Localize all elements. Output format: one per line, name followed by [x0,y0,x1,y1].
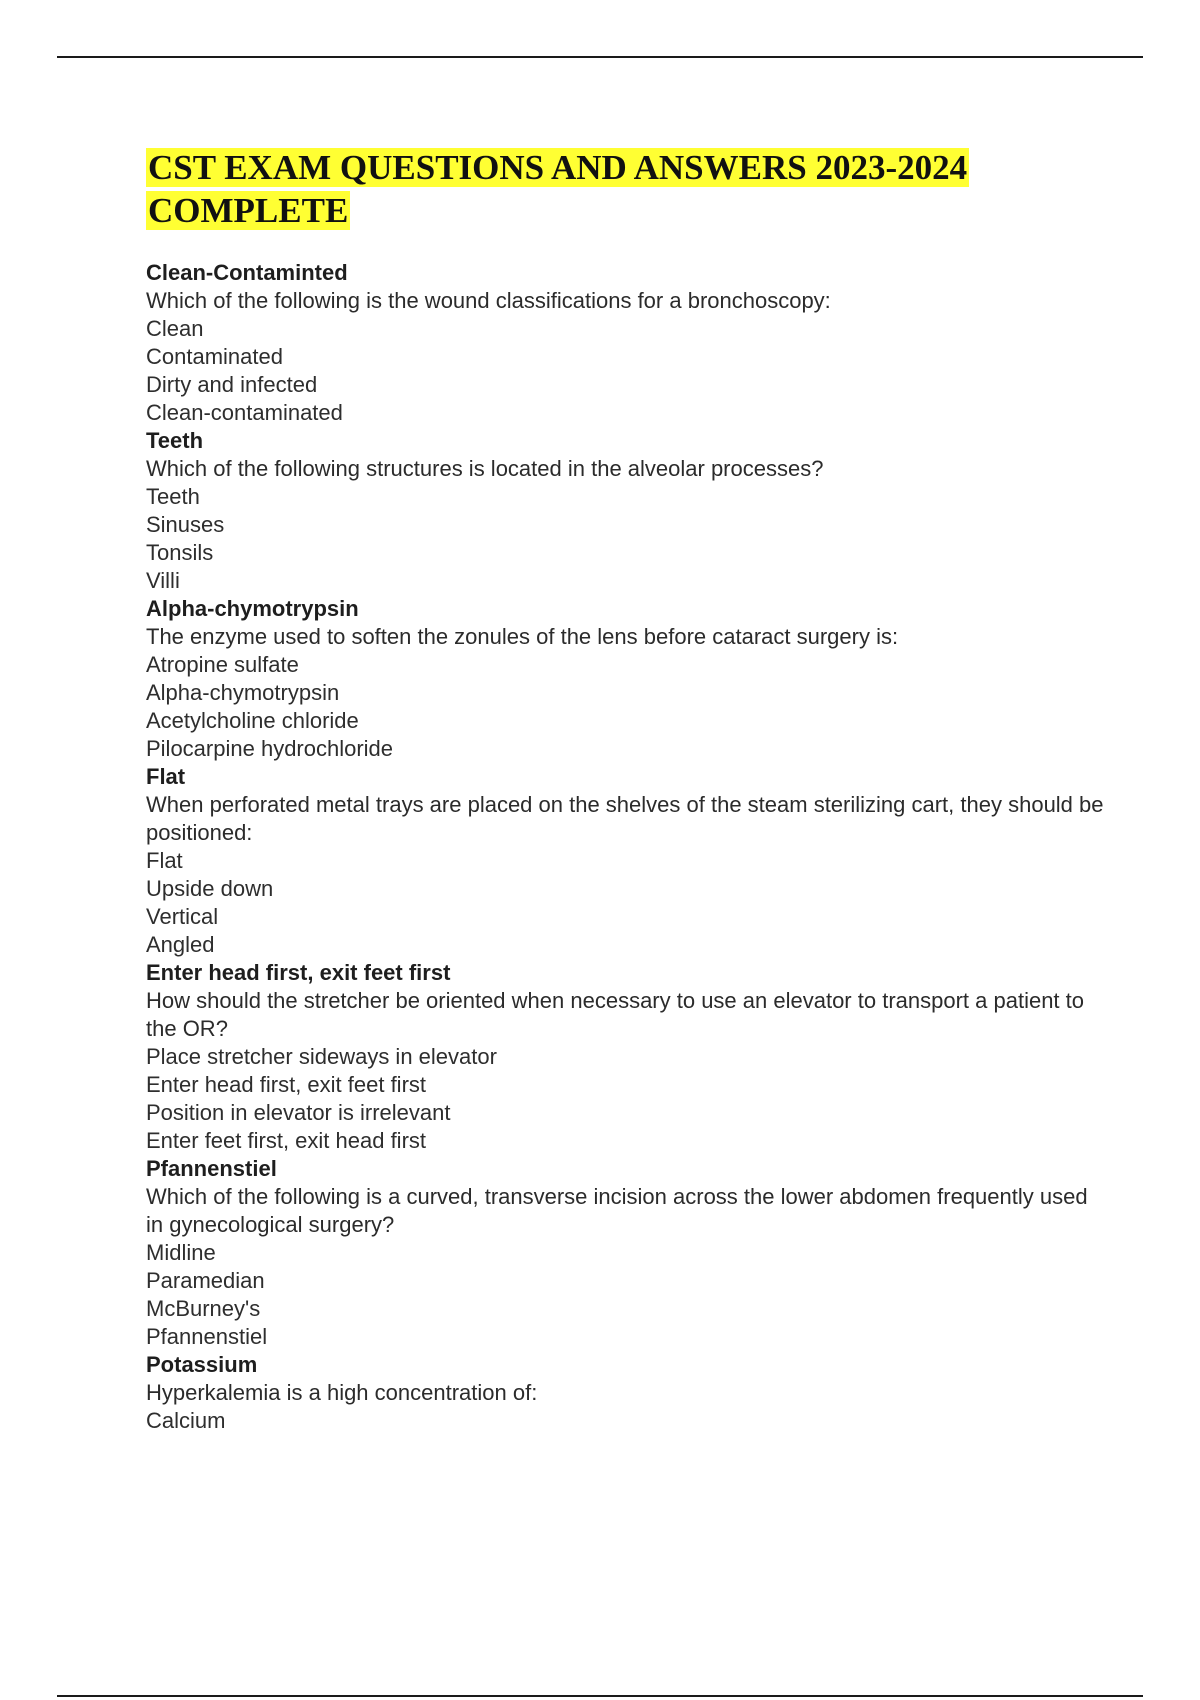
option-text: Sinuses [146,512,225,537]
top-rule [57,56,1143,58]
answer-text: Pfannenstiel [146,1156,277,1181]
option-text: Pilocarpine hydrochloride [146,736,394,761]
question-text: Which of the following is a curved, transverse incision across the lower abdomen frequently used in gynecological surgery? [146,1184,1088,1237]
qa-item-6 [146,1155,1106,1351]
option-text: Midline [146,1240,216,1265]
option-text: Acetylcholine chloride [146,708,359,733]
question-text: Hyperkalemia is a high concentration of: [146,1380,538,1405]
option-text: McBurney's [146,1296,261,1321]
option-text: Position in elevator is irrelevant [146,1100,451,1125]
title-line-1: CST EXAM QUESTIONS AND ANSWERS 2023-2024 [148,148,968,187]
answer-text: Enter head first, exit feet first [146,960,451,985]
option-text: Calcium [146,1408,226,1433]
option-text: Tonsils [146,540,214,565]
qa-item-4 [146,763,1106,959]
question-text: When perforated metal trays are placed on the shelves of the steam sterilizing cart, they should be positioned: [146,792,1104,845]
option-text: Vertical [146,904,219,929]
option-text: Clean [146,316,204,341]
qa-item-1 [146,259,1106,427]
qa-item-5 [146,959,1106,1155]
answer-text: Teeth [146,428,204,453]
option-text: Flat [146,848,183,873]
option-text: Place stretcher sideways in elevator [146,1044,497,1069]
option-text: Upside down [146,876,274,901]
option-text: Atropine sulfate [146,652,299,677]
answer-text: Clean-Contaminted [146,260,348,285]
answer-text: Potassium [146,1352,258,1377]
answer-text: Alpha-chymotrypsin [146,596,359,621]
question-text: How should the stretcher be oriented when necessary to use an elevator to transport a patient to the OR? [146,988,1084,1041]
qa-item-3 [146,595,1106,763]
answer-text: Flat [146,764,186,789]
option-text: Paramedian [146,1268,265,1293]
option-text: Clean-contaminated [146,400,343,425]
option-text: Teeth [146,484,200,509]
question-text: Which of the following structures is located in the alveolar processes? [146,456,824,481]
title-line-2: COMPLETE [148,191,349,230]
option-text: Enter head first, exit feet first [146,1072,427,1097]
option-text: Villi [146,568,180,593]
qa-list [146,259,1106,1435]
option-text: Alpha-chymotrypsin [146,680,340,705]
qa-item-2 [146,427,1106,595]
option-text: Angled [146,932,215,957]
option-text: Contaminated [146,344,283,369]
bottom-rule [57,1695,1143,1697]
document-title [146,146,1046,232]
qa-item-7 [146,1351,1106,1435]
option-text: Enter feet first, exit head first [146,1128,427,1153]
question-text: Which of the following is the wound classifications for a bronchoscopy: [146,288,831,313]
option-text: Pfannenstiel [146,1324,268,1349]
question-text: The enzyme used to soften the zonules of the lens before cataract surgery is: [146,624,899,649]
option-text: Dirty and infected [146,372,318,397]
